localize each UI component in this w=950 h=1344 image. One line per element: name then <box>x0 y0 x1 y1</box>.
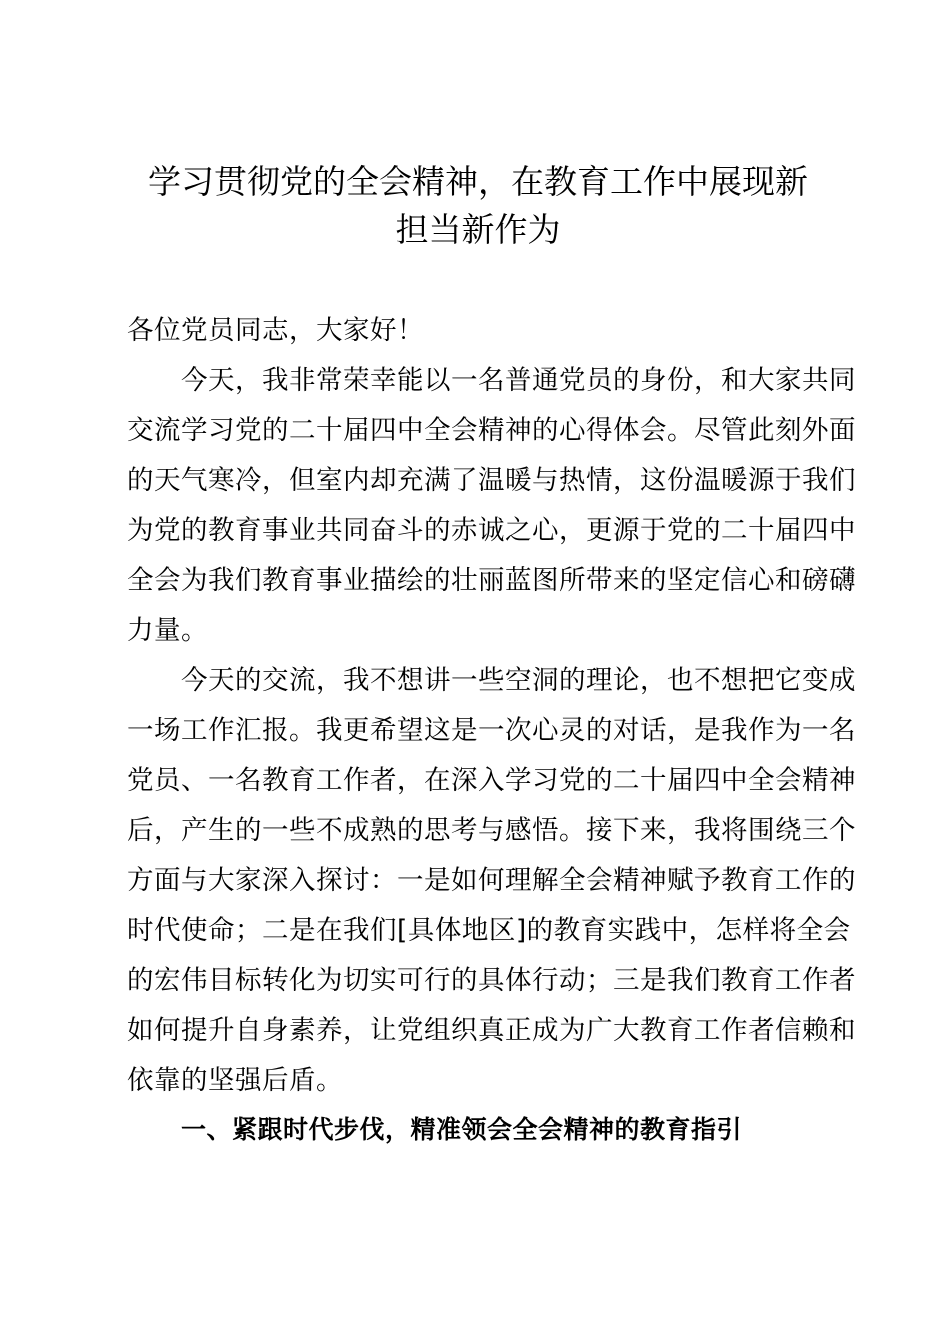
paragraph-line: 的宏伟目标转化为切实可行的具体行动；三是我们教育工作者 <box>127 965 856 996</box>
greeting-line: 各位党员同志，大家好！ <box>127 315 424 346</box>
document-title <box>120 158 836 254</box>
title-line: 学习贯彻党的全会精神，在教育工作中展现新 <box>148 162 808 201</box>
paragraph-line: 的天气寒冷，但室内却充满了温暖与热情，这份温暖源于我们 <box>127 465 856 496</box>
section-heading: 一、紧跟时代步伐，精准领会全会精神的教育指引 <box>181 1115 743 1144</box>
paragraph-line: 力量。 <box>127 615 208 646</box>
greeting <box>127 306 832 356</box>
paragraph-outline <box>127 656 856 1106</box>
paragraph-line: 一场工作汇报。我更希望这是一次心灵的对话，是我作为一名 <box>127 715 856 746</box>
paragraph-line: 今天的交流，我不想讲一些空洞的理论，也不想把它变成 <box>181 665 856 696</box>
paragraph-line: 为党的教育事业共同奋斗的赤诚之心，更源于党的二十届四中 <box>127 515 856 546</box>
paragraph-line: 依靠的坚强后盾。 <box>127 1065 343 1096</box>
title-line: 担当新作为 <box>395 210 561 249</box>
paragraph-line: 后，产生的一些不成熟的思考与感悟。接下来，我将围绕三个 <box>127 815 856 846</box>
paragraph-line: 今天，我非常荣幸能以一名普通党员的身份，和大家共同 <box>181 365 856 396</box>
paragraph-line: 时代使命；二是在我们[具体地区]的教育实践中，怎样将全会 <box>127 915 851 946</box>
paragraph-line: 全会为我们教育事业描绘的壮丽蓝图所带来的坚定信心和磅礴 <box>127 565 856 596</box>
paragraph-line: 党员、一名教育工作者，在深入学习党的二十届四中全会精神 <box>127 765 856 796</box>
paragraph-line: 交流学习党的二十届四中全会精神的心得体会。尽管此刻外面 <box>127 415 856 446</box>
paragraph-intro <box>127 356 856 656</box>
paragraph-line: 方面与大家深入探讨：一是如何理解全会精神赋予教育工作的 <box>127 865 856 896</box>
paragraph-line: 如何提升自身素养，让党组织真正成为广大教育工作者信赖和 <box>127 1015 856 1046</box>
